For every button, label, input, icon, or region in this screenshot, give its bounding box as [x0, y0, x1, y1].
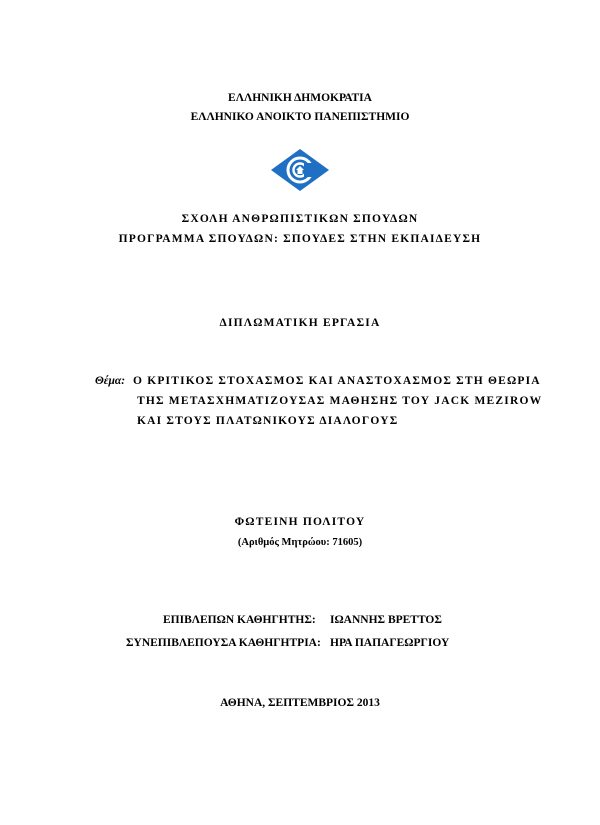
subject-label: Θέμα:	[95, 375, 126, 387]
subject-line-1: Ο ΚΡΙΤΙΚΟΣ ΣΤΟΧΑΣΜΟΣ ΚΑΙ ΑΝΑΣΤΟΧΑΣΜΟΣ ΣΤΗ ΘΕΩΡΙΑ	[132, 375, 541, 387]
document-type: ΔΙΠΛΩΜΑΤΙΚΗ ΕΡΓΑΣΙΑ	[219, 317, 381, 329]
header-university: ΕΛΛΗΝΙΚΟ ΑΝΟΙΚΤΟ ΠΑΝΕΠΙΣΤΗΜΙΟ	[190, 111, 410, 123]
study-program: ΠΡΟΓΡΑΜΜΑ ΣΠΟΥΔΩΝ: ΣΠΟΥΔΕΣ ΣΤΗΝ ΕΚΠΑΙΔΕΥΣΗ	[118, 233, 482, 245]
header-republic: ΕΛΛΗΝΙΚΗ ΔΗΜΟΚΡΑΤΙΑ	[228, 92, 372, 104]
eap-university-logo-icon	[270, 148, 330, 192]
supervisor-name: ΙΩΑΝΝΗΣ ΒΡΕΤΤΟΣ	[330, 614, 442, 626]
author-name: ΦΩΤΕΙΝΗ ΠΟΛΙΤΟΥ	[234, 516, 366, 528]
subject-line-3: ΚΑΙ ΣΤΟΥΣ ΠΛΑΤΩΝΙΚΟΥΣ ΔΙΑΛΟΓΟΥΣ	[137, 415, 399, 427]
co-supervisor-label: ΣΥΝΕΠΙΒΛΕΠΟΥΣΑ ΚΑΘΗΓΗΤΡΙΑ:	[126, 637, 321, 649]
registration-number: (Αριθμός Μητρώου: 71605)	[237, 537, 363, 548]
subject-line-2: ΤΗΣ ΜΕΤΑΣΧΗΜΑΤΙΖΟΥΣΑΣ ΜΑΘΗΣΗΣ ΤΟΥ JACK MEZIROW	[137, 395, 543, 407]
place-date: ΑΘΗΝΑ, ΣΕΠΤΕΜΒΡΙΟΣ 2013	[220, 697, 380, 709]
co-supervisor-name: ΗΡΑ ΠΑΠΑΓΕΩΡΓΙΟΥ	[330, 637, 450, 649]
school-name: ΣΧΟΛΗ ΑΝΘΡΩΠΙΣΤΙΚΩΝ ΣΠΟΥΔΩΝ	[181, 213, 419, 225]
supervisor-label: ΕΠΙΒΛΕΠΩΝ ΚΑΘΗΓΗΤΗΣ:	[163, 614, 316, 626]
